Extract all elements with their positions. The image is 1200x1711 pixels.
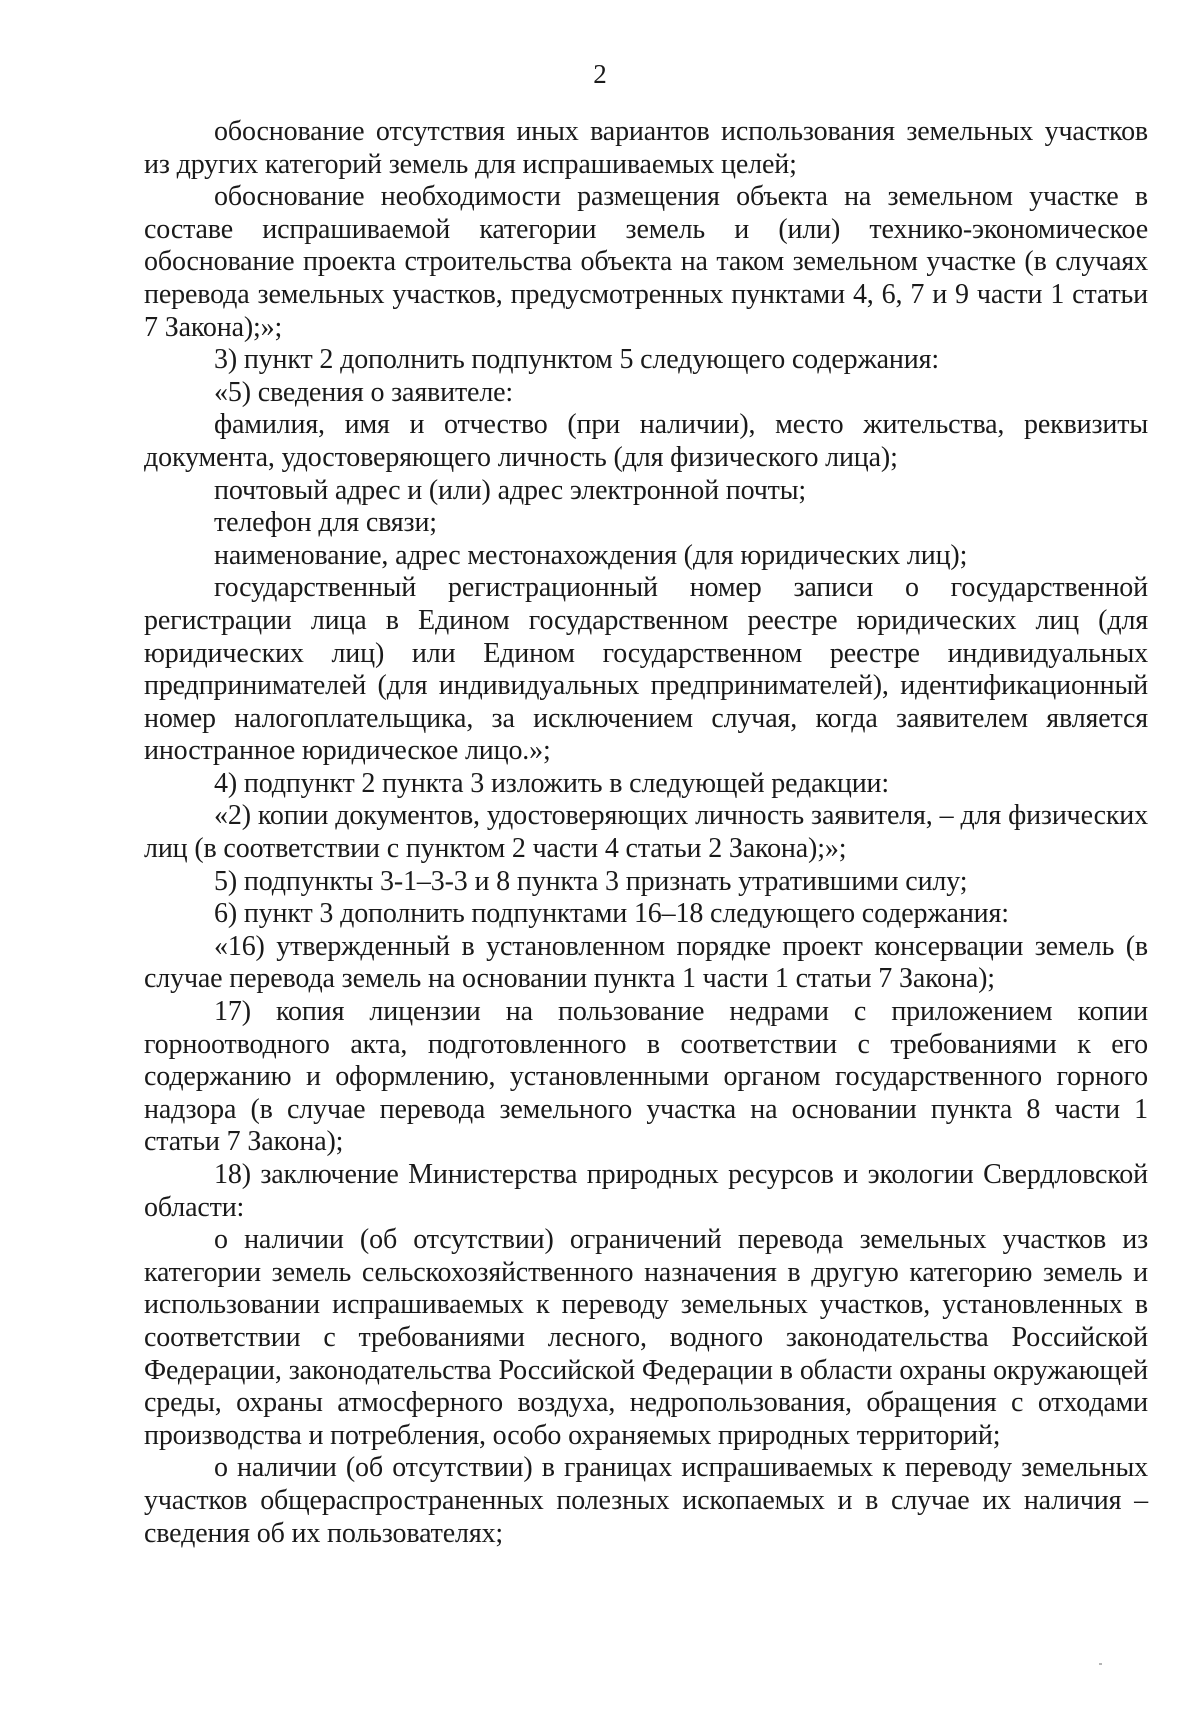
document-body [144, 116, 1148, 1550]
paragraph: телефон для связи; [214, 507, 437, 539]
paragraph: о наличии (об отсутствии) ограничений перевода земельных участков из категории земель сельскохозяйственного назначения в другую категорию земель и использовании испрашиваемых к переводу земельных участков, установленных в соответствии с требованиями лесного, водного законодательства Российской Федерации, законодательства Российской Федерации в области охраны окружающей среды, охраны атмосферного воздуха, недропользования, обращения с отходами производства и потребления, особо охраняемых природных территорий; [144, 1224, 1148, 1451]
paragraph: 5) подпункты 3-1–3-3 и 8 пункта 3 признать утратившими силу; [214, 865, 968, 897]
paragraph: фамилия, имя и отчество (при наличии), место жительства, реквизиты документа, удостоверяющего личность (для физического лица); [144, 409, 1148, 473]
paragraph: 6) пункт 3 дополнить подпунктами 16–18 следующего содержания: [214, 898, 1009, 930]
paragraph: 4) подпункт 2 пункта 3 изложить в следующей редакции: [214, 767, 889, 799]
paragraph: обоснование отсутствия иных вариантов использования земельных участков из других категорий земель для испрашиваемых целей; [144, 116, 1148, 180]
paragraph: обоснование необходимости размещения объекта на земельном участке в составе испрашиваемой категории земель и (или) технико-экономическое обоснование проекта строительства объекта на таком земельном участке (в случаях перевода земельных участков, предусмотренных пунктами 4, 6, 7 и 9 части 1 статьи 7 Закона);»; [144, 181, 1148, 343]
paragraph: «5) сведения о заявителе: [214, 376, 514, 408]
paragraph: почтовый адрес и (или) адрес электронной почты; [214, 474, 807, 506]
paragraph: «2) копии документов, удостоверяющих личность заявителя, – для физических лиц (в соответствии с пунктом 2 части 4 статьи 2 Закона);»; [144, 800, 1148, 865]
paragraph: 18) заключение Министерства природных ресурсов и экологии Свердловской области: [144, 1159, 1148, 1223]
paragraph: 17) копия лицензии на пользование недрами с приложением копии горноотводного акта, подготовленного в соответствии с требованиями к его содержанию и оформлению, установленными органом государственного горного надзора (в случае перевода земельного участка на основании пункта 8 части 1 статьи 7 Закона); [144, 996, 1148, 1158]
paragraph: о наличии (об отсутствии) в границах испрашиваемых к переводу земельных участков общераспространенных полезных ископаемых и в случае их наличия – сведения об их пользователях; [144, 1452, 1148, 1549]
paragraph: «16) утвержденный в установленном порядке проект консервации земель (в случае перевода земель на основании пункта 1 части 1 статьи 7 Закона); [144, 930, 1148, 995]
paragraph: 3) пункт 2 дополнить подпунктом 5 следующего содержания: [214, 344, 939, 376]
scan-speck [1099, 1663, 1102, 1665]
paragraph: государственный регистрационный номер записи о государственной регистрации лица в Едином государственном реестре юридических лиц (для юридических лиц) или Едином государственном реестре индивидуальных предпринимателей (для индивидуальных предпринимателей), идентификационный номер налогоплательщика, за исключением случая, когда заявителем является иностранное юридическое лицо.»; [144, 572, 1148, 767]
page-number: 2 [593, 59, 607, 89]
paragraph: наименование, адрес местонахождения (для юридических лиц); [214, 539, 968, 571]
